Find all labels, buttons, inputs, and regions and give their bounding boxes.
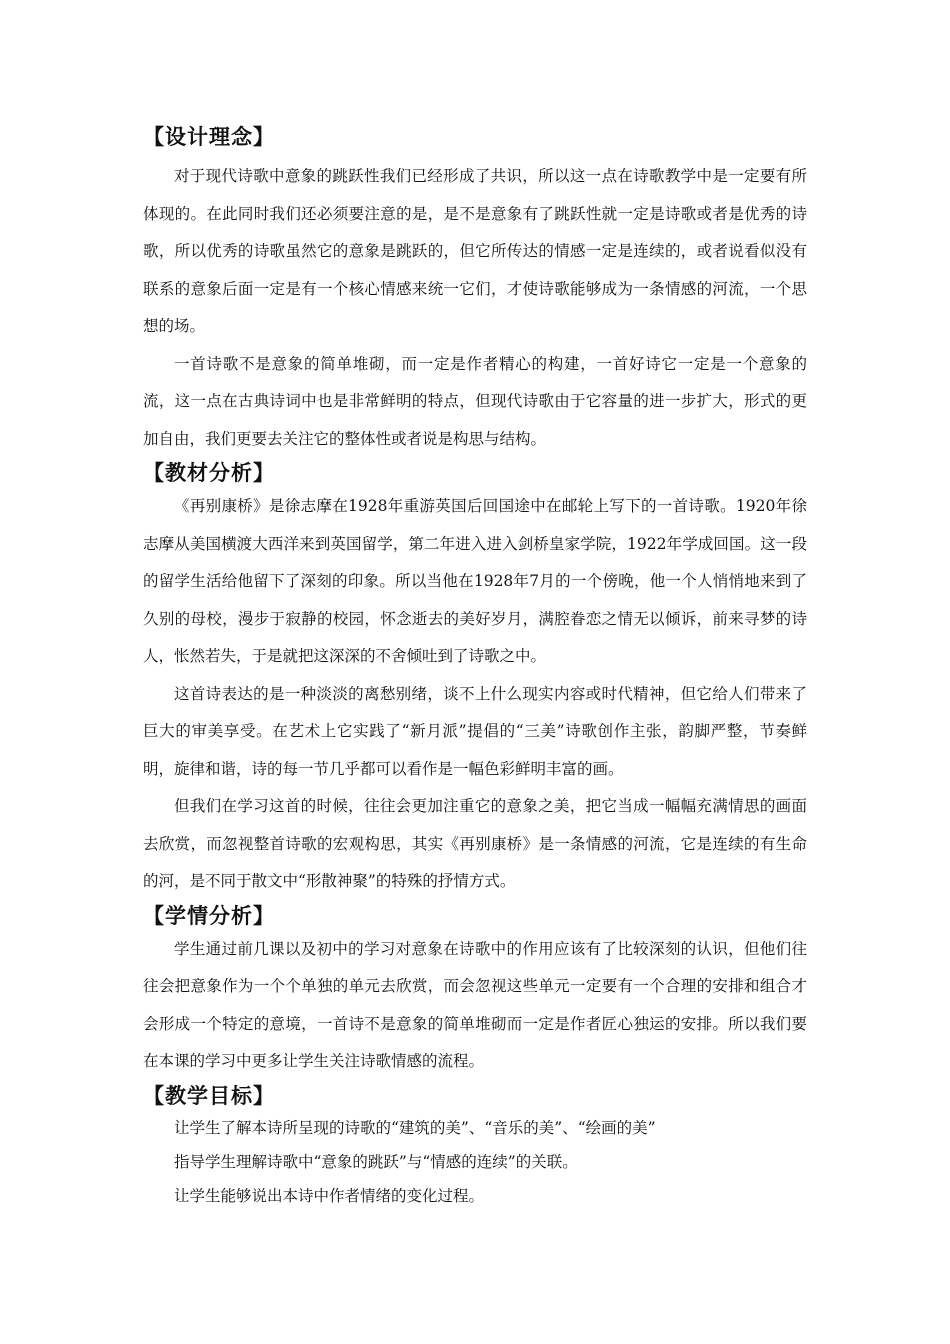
paragraph: 学生通过前几课以及初中的学习对意象在诗歌中的作用应该有了比较深刻的认识，但他们往往会把意象作为一个个单独的单元去欣赏，而会忽视这些单元一定要有一个合理的安排和组合才会形成一个特定的意境，一首诗不是意象的简单堆砌而一定是作者匠心独运的安排。所以我们要在本课的学习中更多让学生关注诗歌情感的流程。 <box>143 939 807 1070</box>
section-title-textbook-analysis: 【教材分析】 <box>143 461 275 485</box>
goal-item: 让学生能够说出本诗中作者情绪的变化过程。 <box>174 1186 485 1205</box>
paragraph: 但我们在学习这首的时候，往往会更加注重它的意象之美，把它当成一幅幅充满情思的画面去欣赏，而忽视整首诗歌的宏观构思，其实《再别康桥》是一条情感的河流，它是连续的有生命的河，是不同于散文中“形散神聚”的特殊的抒情方式。 <box>143 797 807 890</box>
section-design-concept <box>143 122 807 458</box>
section-title-student-analysis: 【学情分析】 <box>143 903 275 928</box>
section-teaching-goals <box>143 1081 807 1213</box>
section-title-design-concept: 【设计理念】 <box>143 125 275 149</box>
section-student-analysis <box>143 901 807 1081</box>
paragraph: 一首诗歌不是意象的简单堆砌，而一定是作者精心的构建，一首好诗它一定是一个意象的流，这一点在古典诗词中也是非常鲜明的特点，但现代诗歌由于它容量的进一步扩大，形式的更加自由，我们更要去关注它的整体性或者说是构思与结构。 <box>143 354 807 448</box>
document-page <box>143 112 807 1213</box>
paragraph: 《再别康桥》是徐志摩在1928年重游英国后回国途中在邮轮上写下的一首诗歌。1920年徐志摩从美国横渡大西洋来到英国留学，第二年进入进入剑桥皇家学院，1922年学成回国。这一段的留学生活给他留下了深刻的印象。所以当他在1928年7月的一个傍晚，他一个人悄悄地来到了久别的母校，漫步于寂静的校园，怀念逝去的美好岁月，满腔眷恋之情无以倾诉，前来寻梦的诗人，怅然若失，于是就把这深深的不舍倾吐到了诗歌之中。 <box>143 497 807 665</box>
section-title-teaching-goals: 【教学目标】 <box>143 1083 275 1108</box>
section-textbook-analysis <box>143 458 807 901</box>
goal-item: 让学生了解本诗所呈现的诗歌的“建筑的美”、“音乐的美”、“绘画的美” <box>174 1118 656 1137</box>
paragraph: 对于现代诗歌中意象的跳跃性我们已经形成了共识，所以这一点在诗歌教学中是一定要有所体现的。在此同时我们还必须要注意的是，是不是意象有了跳跃性就一定是诗歌或者是优秀的诗歌，所以优秀的诗歌虽然它的意象是跳跃的，但它所传达的情感一定是连续的，或者说看似没有联系的意象后面一定是有一个核心情感来统一它们，才使诗歌能够成为一条情感的河流，一个思想的场。 <box>143 167 807 335</box>
goal-item: 指导学生理解诗歌中“意象的跳跃”与“情感的连续”的关联。 <box>174 1152 578 1171</box>
paragraph: 这首诗表达的是一种淡淡的离愁别绪，谈不上什么现实内容或时代精神，但它给人们带来了巨大的审美享受。在艺术上它实践了“新月派”提倡的“三美”诗歌创作主张，韵脚严整，节奏鲜明，旋律和谐，诗的每一节几乎都可以看作是一幅色彩鲜明丰富的画。 <box>143 684 807 778</box>
